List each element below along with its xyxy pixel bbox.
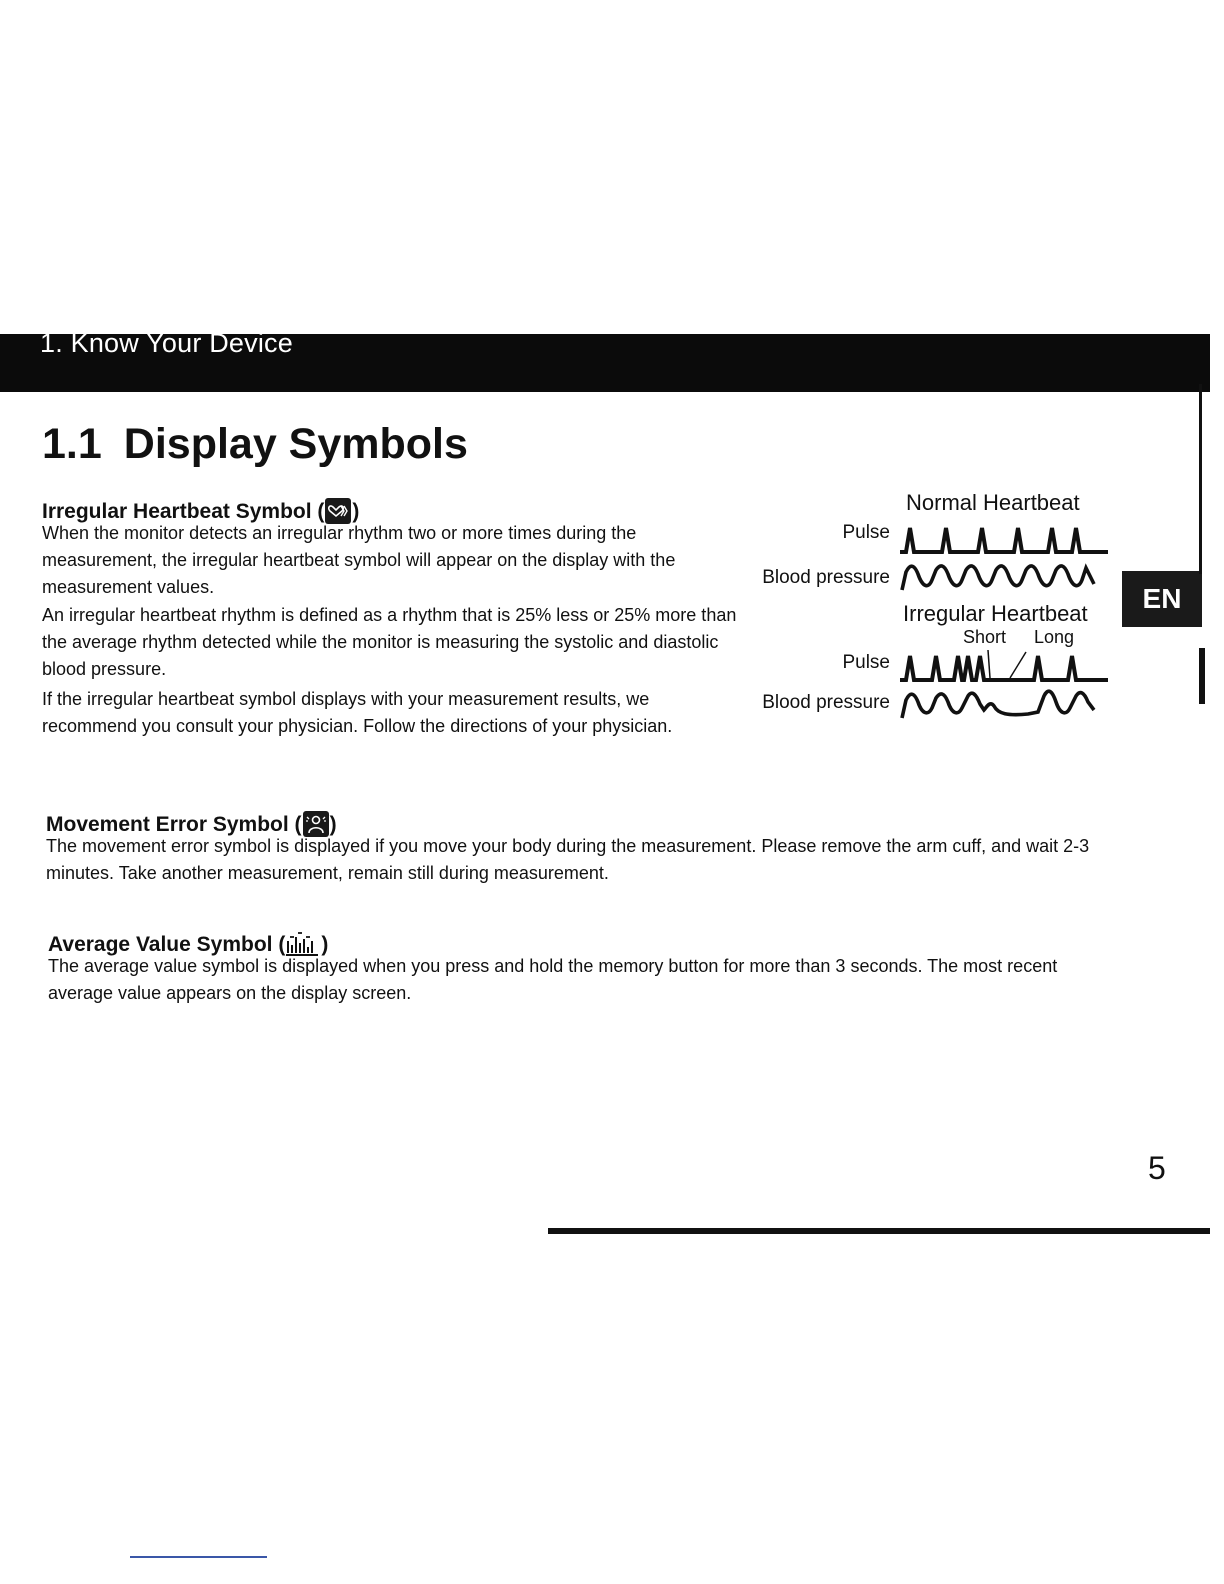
language-tab: EN	[1122, 571, 1202, 627]
average-value-heading: Average Value Symbol ( )	[48, 929, 328, 963]
page-number: 5	[1148, 1150, 1166, 1186]
irregular-paragraph-1: When the monitor detects an irregular rhythm two or more times during the measurement, the irregular heartbeat symbol will appear on the display with the measurement values.	[42, 523, 676, 597]
irregular-heartbeat-heading: Irregular Heartbeat Symbol ( )	[42, 500, 360, 523]
irregular-paragraph-3: If the irregular heartbeat symbol displays with your measurement results, we recommend you consult your physician. Follow the directions of your physician.	[42, 689, 673, 736]
movement-error-heading: Movement Error Symbol ( )	[46, 813, 337, 836]
bottom-rule	[548, 1228, 1210, 1234]
short-label: Short	[963, 627, 1007, 647]
bp-label-normal: Blood pressure	[762, 567, 890, 588]
footer-link-rule	[130, 1556, 267, 1558]
long-label: Long	[1034, 627, 1075, 647]
irregular-pulse-wave	[898, 648, 1110, 684]
irregular-heartbeat-label: Irregular Heartbeat	[903, 601, 1088, 626]
normal-bp-wave	[898, 560, 1110, 594]
section-number: 1.1	[42, 420, 102, 468]
section-title: Display Symbols	[123, 420, 468, 468]
irregular-paragraph-2: An irregular heartbeat rhythm is defined as a rhythm that is 25% less or 25% more than the average rhythm detected while the monitor is measuring the systolic and diastolic blood pressure.	[42, 605, 737, 679]
right-edge-rule	[1199, 384, 1202, 574]
normal-pulse-wave	[898, 522, 1110, 556]
pulse-label-normal: Pulse	[842, 522, 890, 543]
bp-label-irregular: Blood pressure	[762, 692, 890, 713]
normal-heartbeat-label: Normal Heartbeat	[906, 490, 1080, 515]
average-paragraph: The average value symbol is displayed when you press and hold the memory button for more than 3 seconds. The most recent average value appears on the display screen.	[48, 956, 1058, 1003]
chapter-title: 1. Know Your Device	[40, 328, 293, 358]
right-edge-marker	[1199, 648, 1205, 704]
pulse-label-irregular: Pulse	[842, 652, 890, 673]
irregular-bp-wave	[898, 686, 1110, 722]
movement-paragraph: The movement error symbol is displayed if you move your body during the measurement. Please remove the arm cuff, and wait 2-3 minutes. Take another measurement, remain still during measurement.	[46, 836, 1090, 883]
page-title	[42, 420, 468, 469]
